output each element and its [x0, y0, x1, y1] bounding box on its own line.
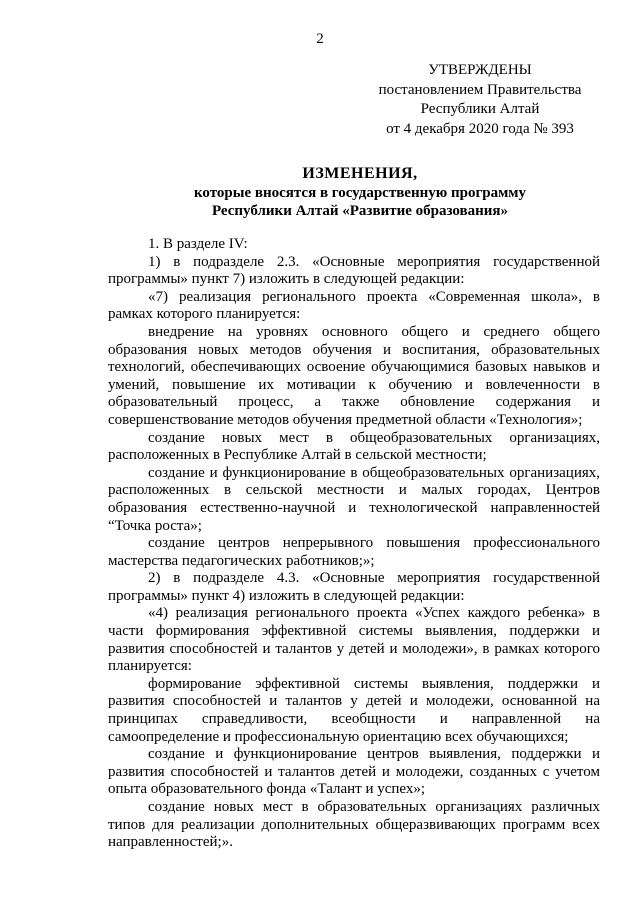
paragraph: внедрение на уровнях основного общего и среднего общего образования новых методов обучения и воспитания, образовательных технологий, обеспечивающих освоение обучающимися базовых навыков и умений, повышение их мотивации к обучению и вовлеченности в образовательный процесс, а также обновление содержания и совершенствование методов обучения предметной области «Технология»;: [108, 323, 600, 428]
approval-date: от 4 декабря 2020 года № 393: [386, 120, 574, 137]
document-title: [90, 165, 630, 221]
paragraph: «4) реализация регионального проекта «Успех каждого ребенка» в части формирования эффективной системы выявления, поддержки и развития способностей и талантов у детей и молодежи», в рамках которого планируется:: [108, 605, 600, 675]
approval-line: Республики Алтай: [420, 101, 540, 117]
title-heading: ИЗМЕНЕНИЯ,: [302, 165, 418, 182]
paragraph: формирование эффективной системы выявления, поддержки и развития способностей и талантов у детей и молодежи, основанной на принципах справедливости, всеобщности и направленной на самоопределение и профессиональную ориентацию всех обучающихся;: [108, 675, 600, 745]
approval-block: [360, 61, 600, 139]
paragraph: 1) в подразделе 2.3. «Основные мероприятия государственной программы» пункт 7) изложить в следующей редакции:: [108, 253, 600, 288]
paragraph: создание новых мест в образовательных организациях различных типов для реализации дополнительных общеразвивающих программ всех направленностей;».: [108, 799, 600, 851]
title-subheading: которые вносятся в государственную программу: [193, 184, 527, 201]
paragraph: 1. В разделе IV:: [148, 236, 248, 252]
paragraph: создание новых мест в общеобразовательных организациях, расположенных в Республике Алтай в сельской местности;: [108, 429, 600, 464]
paragraph: 2) в подразделе 4.3. «Основные мероприятия государственной программы» пункт 4) изложить в следующей редакции:: [108, 570, 600, 604]
paragraph: создание и функционирование центров выявления, поддержки и развития способностей и талантов детей и молодежи, созданных с учетом опыта образовательного фонда «Талант и успех»;: [108, 746, 600, 798]
document-body: [108, 236, 600, 852]
approval-heading: УТВЕРЖДЕНЫ: [428, 62, 532, 78]
title-subheading: Республики Алтай «Развитие образования»: [211, 203, 509, 219]
page-number: 2: [316, 31, 324, 47]
paragraph: «7) реализация регионального проекта «Современная школа», в рамках которого планируется:: [108, 288, 600, 323]
paragraph: создание и функционирование в общеобразовательных организациях, расположенных в сельской местности и малых городах, Центров образования естественно-научной и технологической направленностей “Точка роста»;: [108, 464, 600, 534]
approval-line: постановлением Правительства: [378, 81, 582, 98]
paragraph: создание центров непрерывного повышения профессионального мастерства педагогических работников;»;: [108, 535, 600, 569]
